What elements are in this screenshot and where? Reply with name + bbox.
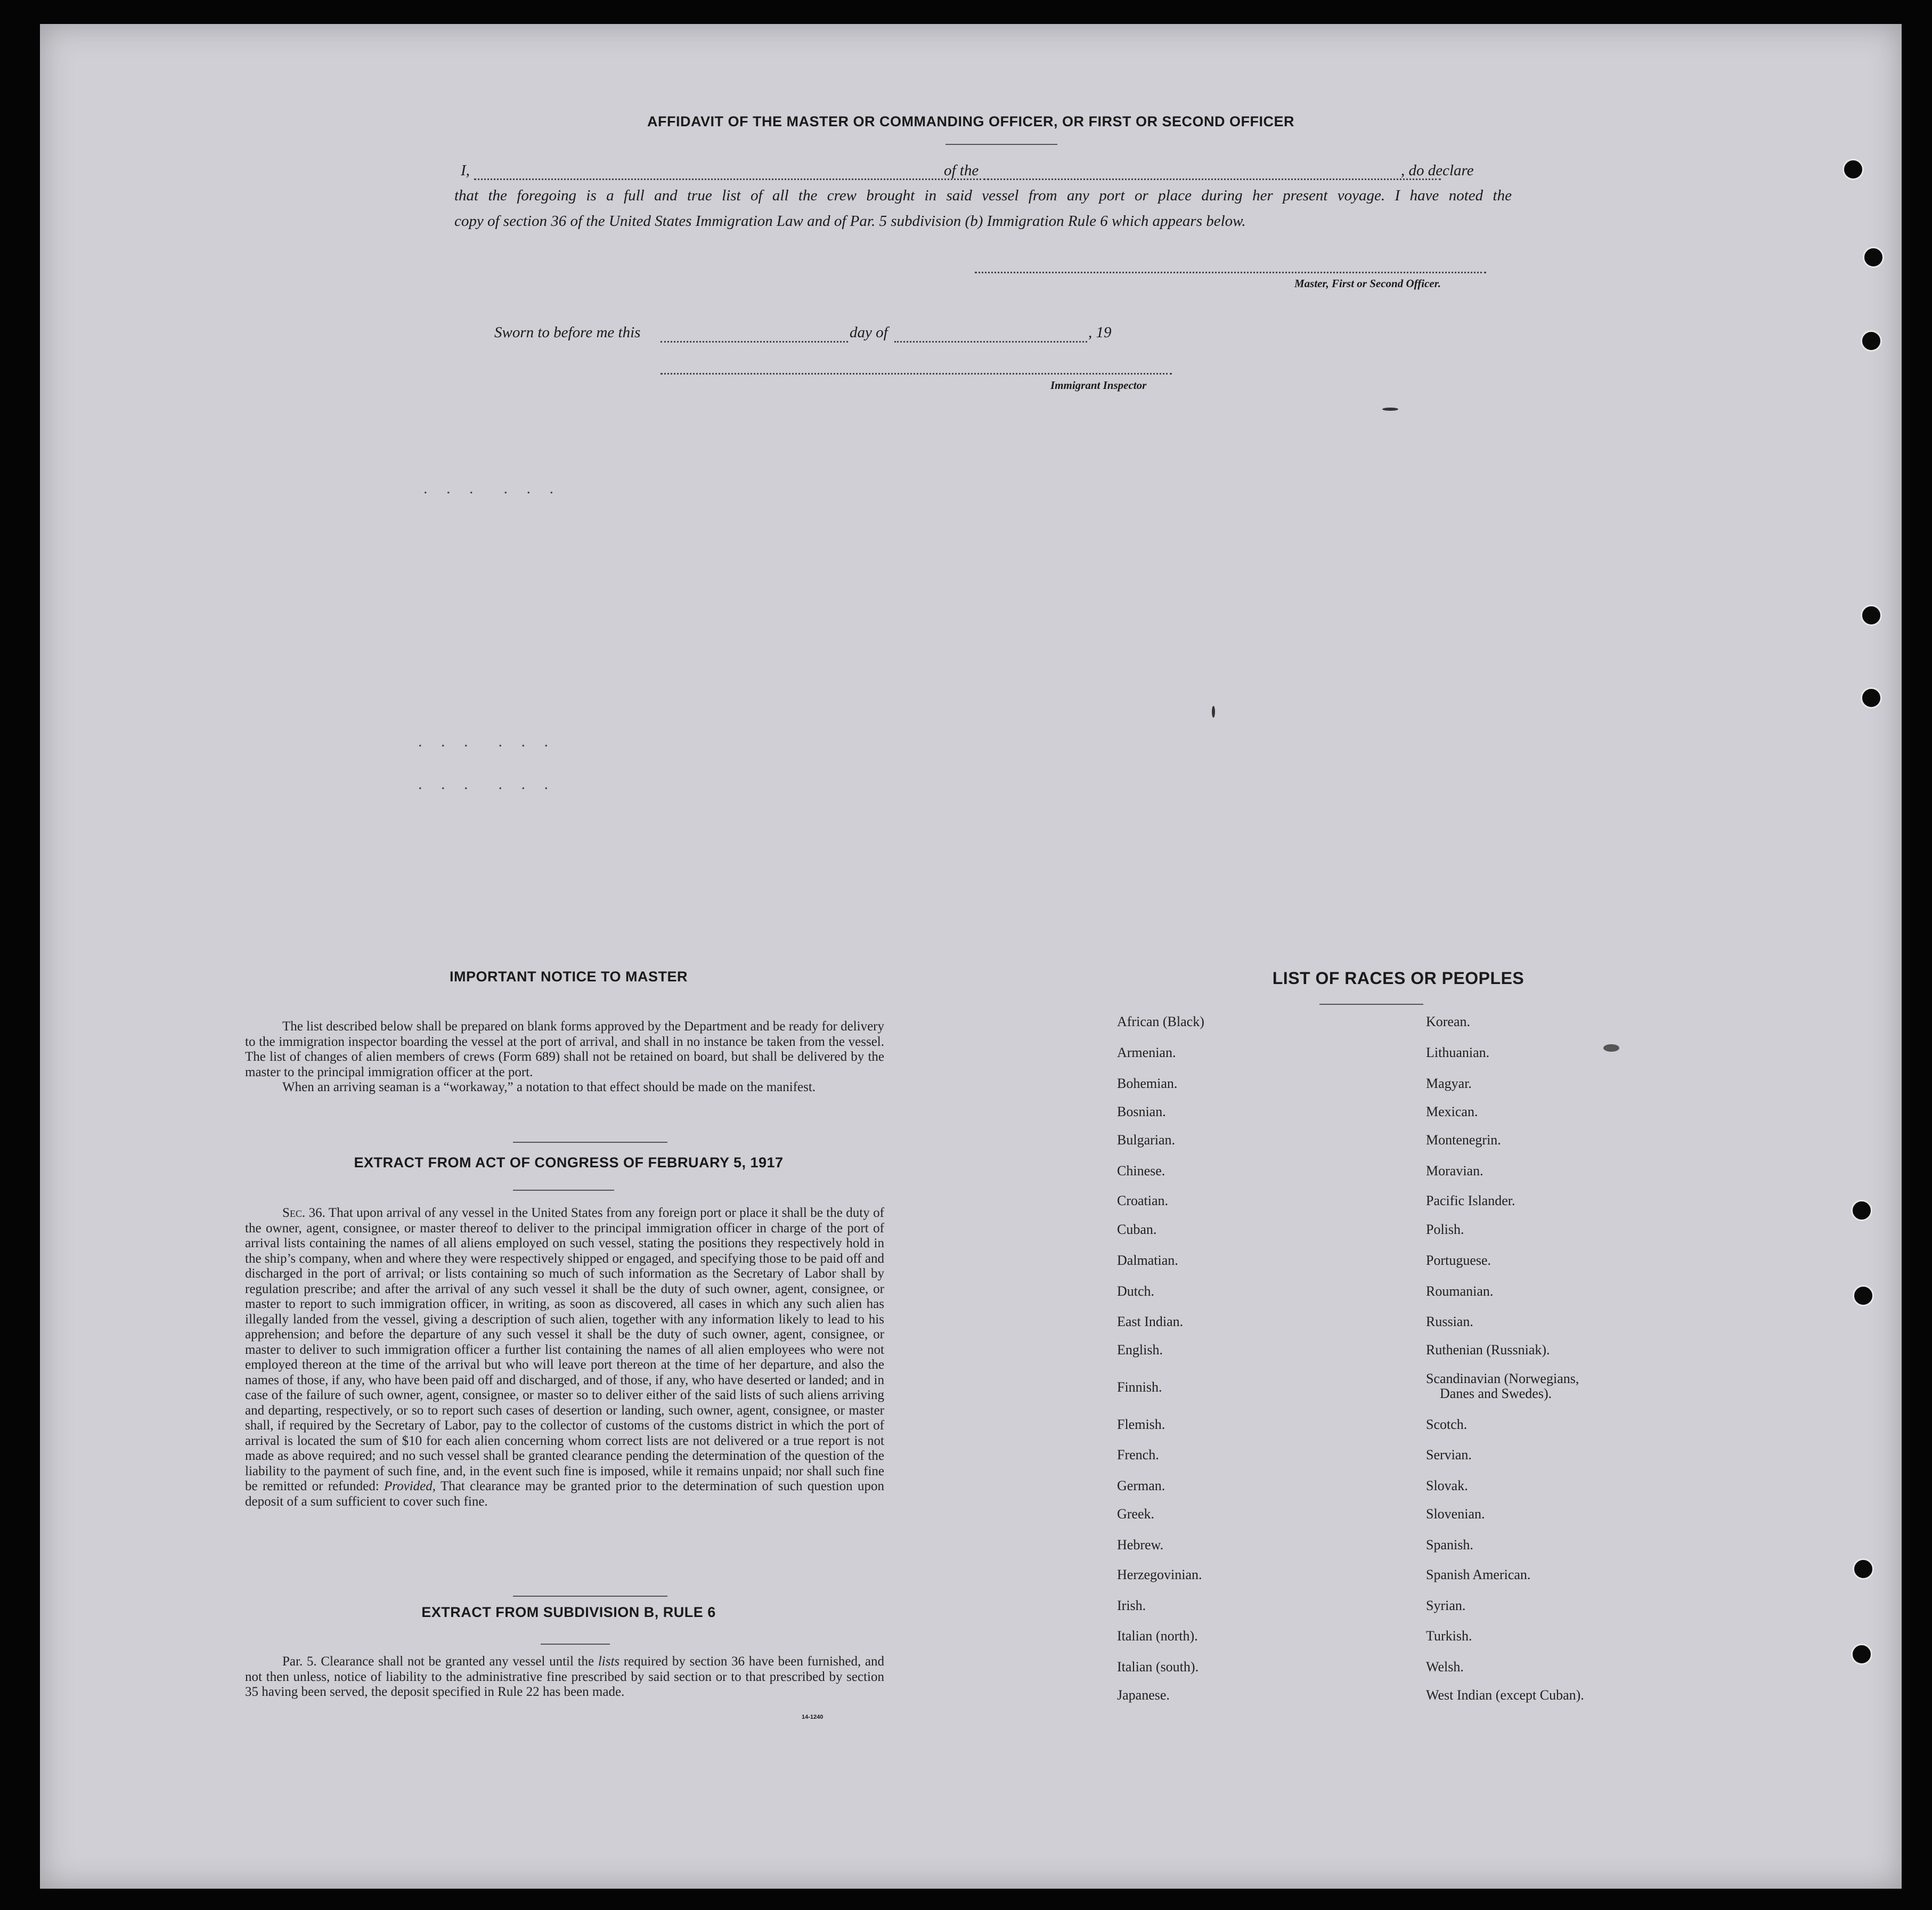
rule-lists: lists: [598, 1654, 620, 1669]
race-item: Spanish American.: [1426, 1567, 1531, 1582]
race-item: Montenegrin.: [1426, 1132, 1501, 1148]
race-item: African (Black): [1117, 1014, 1204, 1029]
affidavit-title: AFFIDAVIT OF THE MASTER OR COMMANDING OFFICER, OR FIRST OR SECOND OFFICER: [647, 113, 1294, 129]
race-item: Flemish.: [1117, 1417, 1165, 1432]
act-title-underline: [513, 1190, 614, 1191]
inspector-signature-label: Immigrant Inspector: [1050, 379, 1147, 392]
race-item: Lithuanian.: [1426, 1045, 1490, 1060]
rule-text-a: Par. 5. Clearance shall not be granted any vessel until the: [282, 1654, 594, 1669]
title-underline: [945, 144, 1057, 145]
act-text-a: That upon arrival of any vessel in the United States from any foreign port or place it shall be the duty of the owner, agent, consignee, or master thereof to deliver to the principal immigration officer in charge of the port of arrival lists containing the names of all aliens employed on such vessel, stating the positions they respectively hold in the ship’s company, when and where they were respectively shipped or engaged, and specifying those to be paid off and discharged in the port of arrival; or lists containing so much of such information as the Secretary of Labor shall by regulation prescribe; and after the arrival of any such vessel it shall be the duty of such owner, agent, consignee, or master to report to such immigration officer, in writing, as soon as discovered, all cases in which any such alien has illegally landed from the vessel, giving a description of such alien, together with any information likely to lead to his apprehension; and before the departure of any such vessel it shall be the duty of such owner, agent, consignee, or master to deliver to such immigration officer a further list containing the names of all alien employees who were not employed thereon at the time of the arrival but who will leave port thereon at the time of her departure, and also the names of those, if any, who have been paid off and discharged, and of those, if any, who have deserted or landed; and in case of the failure of such owner, agent, consignee, or master so to deliver either of the said lists of such aliens arriving and departing, respectively, or so to report such cases of desertion or landing, such owner, agent, consignee, or master shall, if required by the Secretary of Labor, pay to the collector of customs of the customs district in which the port of arrival is located the sum of $10 for each alien concerning whom correct lists are not delivered or a true report is not made as above required; and no such vessel shall be granted clearance pending the determination of the question of the liability to the payment of such fine, and, in the event such fine is imposed, while it remains unpaid; nor shall such fine be remitted or refunded:: [245, 1206, 884, 1493]
section-divider: [513, 1596, 667, 1597]
declare-label: , do declare: [1401, 162, 1474, 179]
form-sheet: [40, 24, 1902, 1889]
declaration-line-2: that the foregoing is a full and true list of all the crew brought in said vessel from any port or place during her present voyage. I have noted the: [454, 187, 1512, 204]
sworn-month-field[interactable]: [894, 341, 1087, 343]
notice-body: [245, 1019, 884, 1095]
race-item: Polish.: [1426, 1222, 1464, 1237]
race-item: Slovenian.: [1426, 1506, 1485, 1522]
race-item: Italian (south).: [1117, 1659, 1199, 1675]
master-signature-field[interactable]: [975, 272, 1486, 273]
section-divider: [513, 1142, 667, 1143]
race-item: Irish.: [1117, 1598, 1146, 1613]
race-item: Scandinavian (Norwegians,: [1426, 1371, 1579, 1386]
race-item: Cuban.: [1117, 1222, 1157, 1237]
race-item: Korean.: [1426, 1014, 1471, 1029]
race-item: Roumanian.: [1426, 1283, 1494, 1299]
master-signature-label: Master, First or Second Officer.: [1294, 277, 1441, 290]
race-item: Pacific Islander.: [1426, 1193, 1515, 1208]
race-item: Herzegovinian.: [1117, 1567, 1202, 1582]
of-the-label: of the: [944, 162, 979, 179]
act-text-b: That clearance may be granted prior to the determination of such question upon deposit of a sum sufficient to cover such fine.: [245, 1479, 885, 1509]
declaration-line-3: copy of section 36 of the United States Immigration Law and of Par. 5 subdivision (b) Immigration Rule 6 which appears below.: [454, 213, 1246, 230]
day-of-label: day of: [850, 324, 888, 341]
race-item: Mexican.: [1426, 1104, 1478, 1119]
punch-hole-icon: [1863, 247, 1884, 268]
race-item: Japanese.: [1117, 1687, 1170, 1703]
race-item: Syrian.: [1426, 1598, 1466, 1613]
rule-extract-body: [245, 1654, 884, 1700]
declarant-prefix: I,: [461, 162, 470, 179]
year-prefix: , 19: [1088, 324, 1112, 341]
punch-hole-icon: [1861, 330, 1882, 352]
notice-paragraph-2: When an arriving seaman is a “workaway,” a notation to that effect should be made on the manifest.: [282, 1080, 816, 1094]
scan-smudge: [1603, 1044, 1619, 1052]
race-item-continuation: Danes and Swedes).: [1440, 1386, 1552, 1401]
race-item: Moravian.: [1426, 1163, 1483, 1178]
race-item: Croatian.: [1117, 1193, 1169, 1208]
act-extract-body: [245, 1206, 884, 1509]
punch-hole-icon: [1843, 159, 1864, 180]
punch-hole-icon: [1851, 1200, 1872, 1221]
blank-area-marks: . . . . . .: [418, 775, 556, 793]
punch-hole-icon: [1851, 1644, 1872, 1665]
race-item: German.: [1117, 1478, 1165, 1493]
punch-hole-icon: [1853, 1285, 1874, 1306]
notice-paragraph-1: The list described below shall be prepared on blank forms approved by the Department and be ready for delivery to the immigration inspector boarding the vessel at the port of arrival, and shall in no instance be taken from the vessel. The list of changes of alien members of crews (Form 689) shall not be retained on board, but shall be delivered by the master to the principal immigration officer at the port.: [245, 1019, 884, 1079]
inspector-signature-field[interactable]: [661, 373, 1172, 375]
vessel-name-field[interactable]: [987, 178, 1441, 180]
race-item: Turkish.: [1426, 1628, 1472, 1644]
act-provided: Provided,: [384, 1479, 436, 1493]
scan-smudge: [1212, 706, 1215, 718]
race-item: Dalmatian.: [1117, 1253, 1178, 1268]
race-item: Bohemian.: [1117, 1076, 1178, 1091]
race-item: West Indian (except Cuban).: [1426, 1687, 1584, 1703]
form-number: 14-1240: [802, 1714, 824, 1720]
blank-area-marks: . . . . . .: [418, 733, 556, 750]
race-item: English.: [1117, 1342, 1163, 1358]
races-title-underline: [1319, 1004, 1423, 1005]
section-label: Sec. 36.: [282, 1206, 325, 1220]
race-item: Spanish.: [1426, 1537, 1473, 1553]
punch-hole-icon: [1861, 605, 1882, 626]
punch-hole-icon: [1853, 1558, 1874, 1580]
act-extract-title: EXTRACT FROM ACT OF CONGRESS OF FEBRUARY 5, 1917: [354, 1155, 784, 1171]
race-item: Bosnian.: [1117, 1104, 1166, 1119]
race-item: Ruthenian (Russniak).: [1426, 1342, 1550, 1358]
race-item: Greek.: [1117, 1506, 1155, 1522]
races-title: LIST OF RACES OR PEOPLES: [1272, 969, 1525, 988]
race-item: Slovak.: [1426, 1478, 1468, 1493]
scan-smudge: [1382, 408, 1398, 411]
sworn-day-field[interactable]: [661, 341, 848, 343]
race-item: Bulgarian.: [1117, 1132, 1176, 1148]
race-item: Welsh.: [1426, 1659, 1464, 1675]
race-item: Armenian.: [1117, 1045, 1176, 1060]
blank-area-marks: . . . . . .: [423, 479, 561, 497]
race-item: French.: [1117, 1447, 1159, 1462]
declarant-name-field[interactable]: [474, 178, 985, 180]
race-item: Hebrew.: [1117, 1537, 1164, 1553]
rule-text-b: required by section 36 have been furnished, and not then unless, notice of liability to the administrative fine prescribed by said section or to that prescribed by section 35 having been served, the deposit specified in Rule 22 has been made.: [245, 1654, 885, 1699]
sworn-label: Sworn to before me this: [494, 324, 641, 341]
punch-hole-icon: [1861, 687, 1882, 709]
race-item: Russian.: [1426, 1314, 1473, 1329]
rule-extract-title: EXTRACT FROM SUBDIVISION B, RULE 6: [421, 1604, 716, 1620]
rule-title-underline: [541, 1644, 610, 1645]
race-item: Portuguese.: [1426, 1253, 1491, 1268]
race-item: East Indian.: [1117, 1314, 1184, 1329]
race-item: Italian (north).: [1117, 1628, 1198, 1644]
race-item: Dutch.: [1117, 1283, 1155, 1299]
race-item: Scotch.: [1426, 1417, 1468, 1432]
notice-title: IMPORTANT NOTICE TO MASTER: [450, 969, 688, 985]
race-item: Chinese.: [1117, 1163, 1165, 1178]
race-item: Servian.: [1426, 1447, 1472, 1462]
race-item: Magyar.: [1426, 1076, 1472, 1091]
race-item: Finnish.: [1117, 1379, 1162, 1395]
